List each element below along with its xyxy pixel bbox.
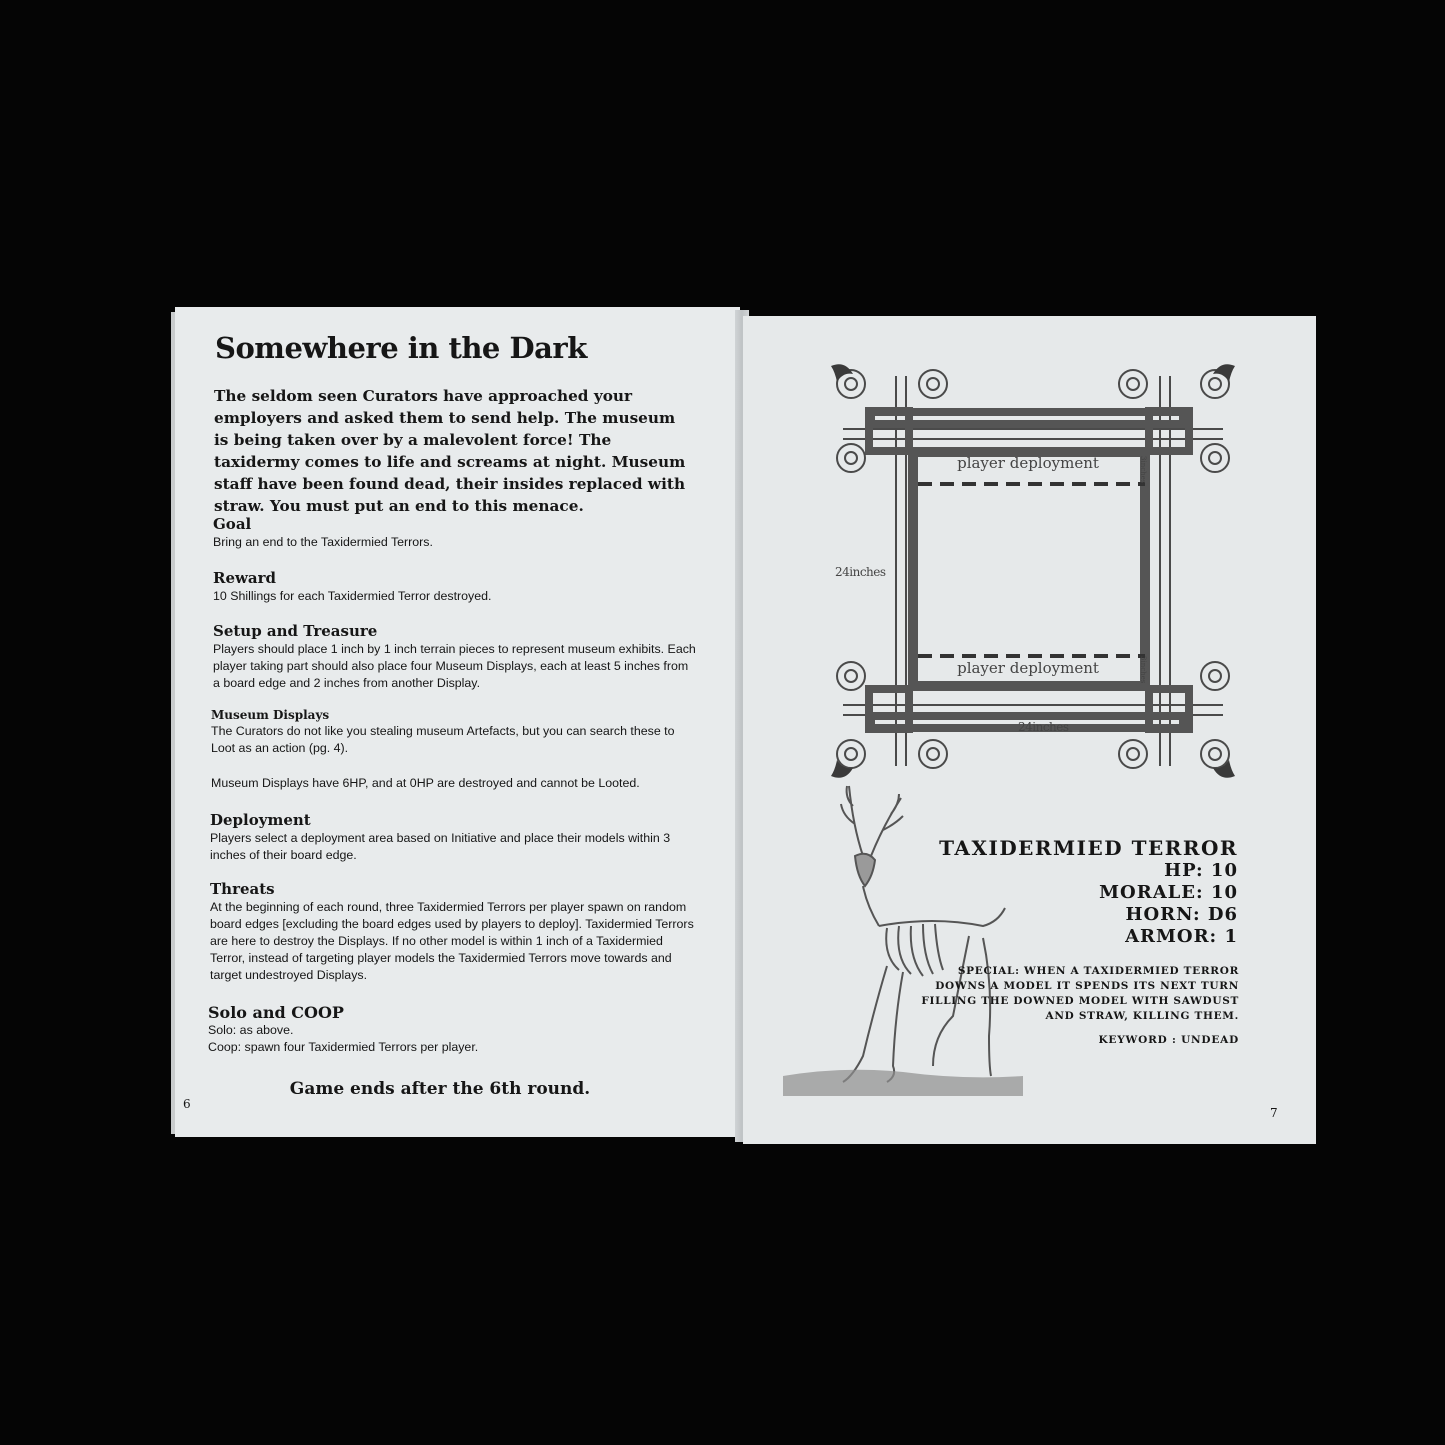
- goal-section: [213, 515, 698, 551]
- deployment-top-label: player deployment: [957, 454, 1099, 472]
- setup-text: Players should place 1 inch by 1 inch terrain pieces to represent museum exhibits. Each player taking part should also place four Museum Displays, each at least 5 inches from a board edge and 2 inches from another Display.: [213, 642, 696, 690]
- museum-displays-heading: Museum Displays: [211, 708, 330, 722]
- reward-text: 10 Shillings for each Taxidermied Terror destroyed.: [213, 589, 492, 603]
- bottom-length-label: 24inches: [1018, 720, 1069, 734]
- threats-text: At the beginning of each round, three Taxidermied Terrors per player spawn on random board edges [excluding the board edges used by players to deploy]. Taxidermied Terrors are here to destroy the Displays. If no other model is within 1 inch of a Taxidermied Terror, instead of targeting player models the Taxidermied Terrors move towards and target undestroyed Displays.: [210, 900, 694, 982]
- keyword-text: KEYWORD : UNDEAD: [1098, 1034, 1239, 1046]
- setup-heading: Setup and Treasure: [213, 622, 378, 640]
- stat-morale: MORALE: 10: [1099, 882, 1238, 903]
- stat-armor: ARMOR: 1: [1125, 926, 1238, 947]
- deployment-section: [210, 811, 695, 864]
- stat-horn: HORN: D6: [1125, 904, 1238, 925]
- solo-coop-section: [208, 1003, 693, 1056]
- museum-displays-text: The Curators do not like you stealing museum Artefacts, but you can search these to Loot as an action (pg. 4).: [211, 724, 675, 755]
- reward-heading: Reward: [213, 569, 277, 587]
- page-number-left: 6: [183, 1097, 191, 1111]
- side-length-label: 24inches: [835, 565, 886, 579]
- reward-section: [213, 569, 698, 605]
- left-page: [175, 307, 740, 1137]
- depth-label-bottom: 3inches: [1139, 656, 1147, 684]
- depth-label-top: 3inches: [1139, 456, 1147, 484]
- solo-text: Solo: as above.: [208, 1023, 294, 1037]
- goal-text: Bring an end to the Taxidermied Terrors.: [213, 535, 433, 549]
- solo-coop-heading: Solo and COOP: [208, 1003, 344, 1022]
- goal-heading: Goal: [213, 515, 252, 533]
- right-page: [743, 316, 1316, 1144]
- deployment-heading: Deployment: [210, 811, 311, 829]
- deployment-text: Players select a deployment area based on Initiative and place their models within 3 inches of their board edge.: [210, 831, 671, 862]
- deployment-map: [823, 356, 1243, 786]
- stat-hp: HP: 10: [1164, 860, 1238, 881]
- museum-displays-section: [211, 707, 696, 792]
- skeleton-deer-illustration: [783, 776, 1023, 1096]
- page-title: Somewhere in the Dark: [215, 331, 587, 365]
- setup-section: [213, 622, 698, 692]
- museum-displays-text-2: Museum Displays have 6HP, and at 0HP are destroyed and cannot be Looted.: [211, 776, 640, 790]
- page-number-right: 7: [1270, 1106, 1278, 1120]
- coop-text: Coop: spawn four Taxidermied Terrors per player.: [208, 1040, 479, 1054]
- intro-text: The seldom seen Curators have approached your employers and asked them to send help. The museum is being taken over by a malevolent force! The taxidermy comes to life and screams at night. Museum staff have been found dead, their insides replaced with straw. You must put an end to this menace.: [214, 387, 686, 515]
- threats-heading: Threats: [210, 880, 275, 898]
- special-ability-text: SPECIAL: WHEN A TAXIDERMIED TERROR DOWNS A MODEL IT SPENDS ITS NEXT TURN FILLING THE DOWNED MODEL WITH SAWDUST AND STRAW, KILLING THEM.: [921, 965, 1239, 1022]
- game-end-text: Game ends after the 6th round.: [289, 1079, 591, 1099]
- deployment-bottom-label: player deployment: [957, 659, 1099, 677]
- threats-section: [210, 880, 695, 984]
- monster-name: TAXIDERMIED TERROR: [939, 836, 1238, 860]
